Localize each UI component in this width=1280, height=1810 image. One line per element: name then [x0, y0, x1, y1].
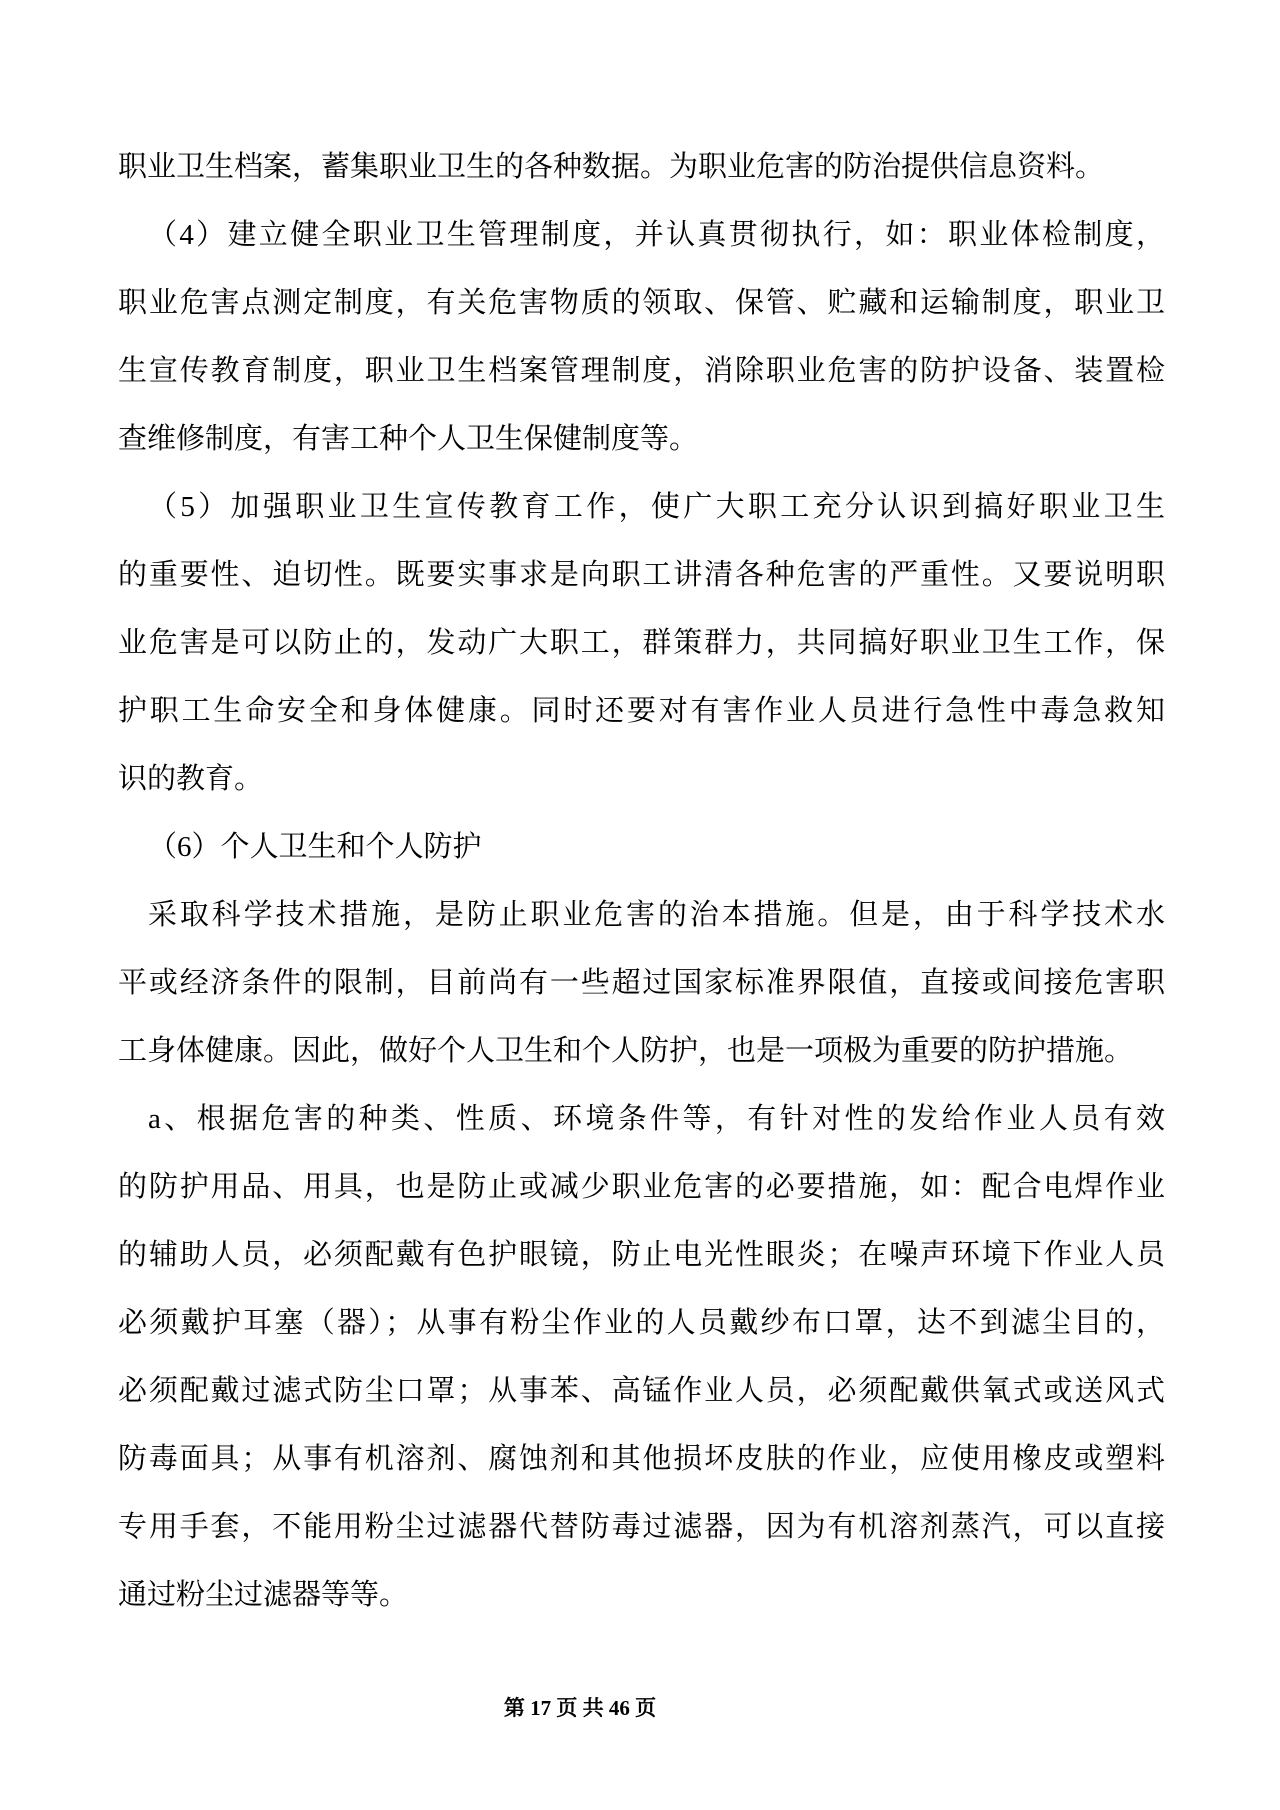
text-line: （4）建立健全职业卫生管理制度，并认真贯彻执行，如：职业体检制度， [148, 219, 1165, 251]
text-line: 职业危害点测定制度，有关危害物质的领取、保管、贮藏和运输制度，职业卫 [118, 287, 1165, 319]
text-line: 的重要性、迫切性。既要实事求是向职工讲清各种危害的严重性。又要说明职 [118, 559, 1165, 591]
text-line: 采取科学技术措施，是防止职业危害的治本措施。但是，由于科学技术水 [148, 899, 1165, 931]
page-footer [0, 1692, 1160, 1722]
text-line: 识的教育。 [118, 763, 264, 795]
text-line: 工身体健康。因此，做好个人卫生和个人防护，也是一项极为重要的防护措施。 [118, 1035, 1134, 1067]
page-number-label: 第 17 页 共 46 页 [503, 1696, 657, 1720]
text-line: 的辅助人员，必须配戴有色护眼镜，防止电光性眼炎；在噪声环境下作业人员 [118, 1239, 1165, 1271]
text-line: 查维修制度，有害工种个人卫生保健制度等。 [118, 423, 699, 455]
text-line: （5）加强职业卫生宣传教育工作，使广大职工充分认识到搞好职业卫生 [148, 491, 1165, 523]
text-line: 护职工生命安全和身体健康。同时还要对有害作业人员进行急性中毒急救知 [118, 695, 1165, 727]
text-line: 业危害是可以防止的，发动广大职工，群策群力，共同搞好职业卫生工作，保 [118, 627, 1165, 659]
text-line: 职业卫生档案，蓄集职业卫生的各种数据。为职业危害的防治提供信息资料。 [118, 151, 1105, 183]
text-line: 通过粉尘过滤器等等。 [118, 1579, 409, 1611]
text-line: （6）个人卫生和个人防护 [148, 831, 482, 863]
text-line: 专用手套，不能用粉尘过滤器代替防毒过滤器，因为有机溶剂蒸汽，可以直接 [118, 1511, 1165, 1543]
text-line: 生宣传教育制度，职业卫生档案管理制度，消除职业危害的防护设备、装置检 [118, 355, 1165, 387]
text-line: 必须戴护耳塞（器）；从事有粉尘作业的人员戴纱布口罩，达不到滤尘目的， [118, 1307, 1165, 1339]
document-body [118, 133, 1165, 1629]
text-line: 的防护用品、用具，也是防止或减少职业危害的必要措施，如：配合电焊作业 [118, 1171, 1165, 1203]
text-line: a、根据危害的种类、性质、环境条件等，有针对性的发给作业人员有效 [148, 1103, 1165, 1135]
text-line: 必须配戴过滤式防尘口罩；从事苯、高锰作业人员，必须配戴供氧式或送风式 [118, 1375, 1165, 1407]
text-line: 防毒面具；从事有机溶剂、腐蚀剂和其他损坏皮肤的作业，应使用橡皮或塑料 [118, 1443, 1165, 1475]
text-line: 平或经济条件的限制，目前尚有一些超过国家标准界限值，直接或间接危害职 [118, 967, 1165, 999]
